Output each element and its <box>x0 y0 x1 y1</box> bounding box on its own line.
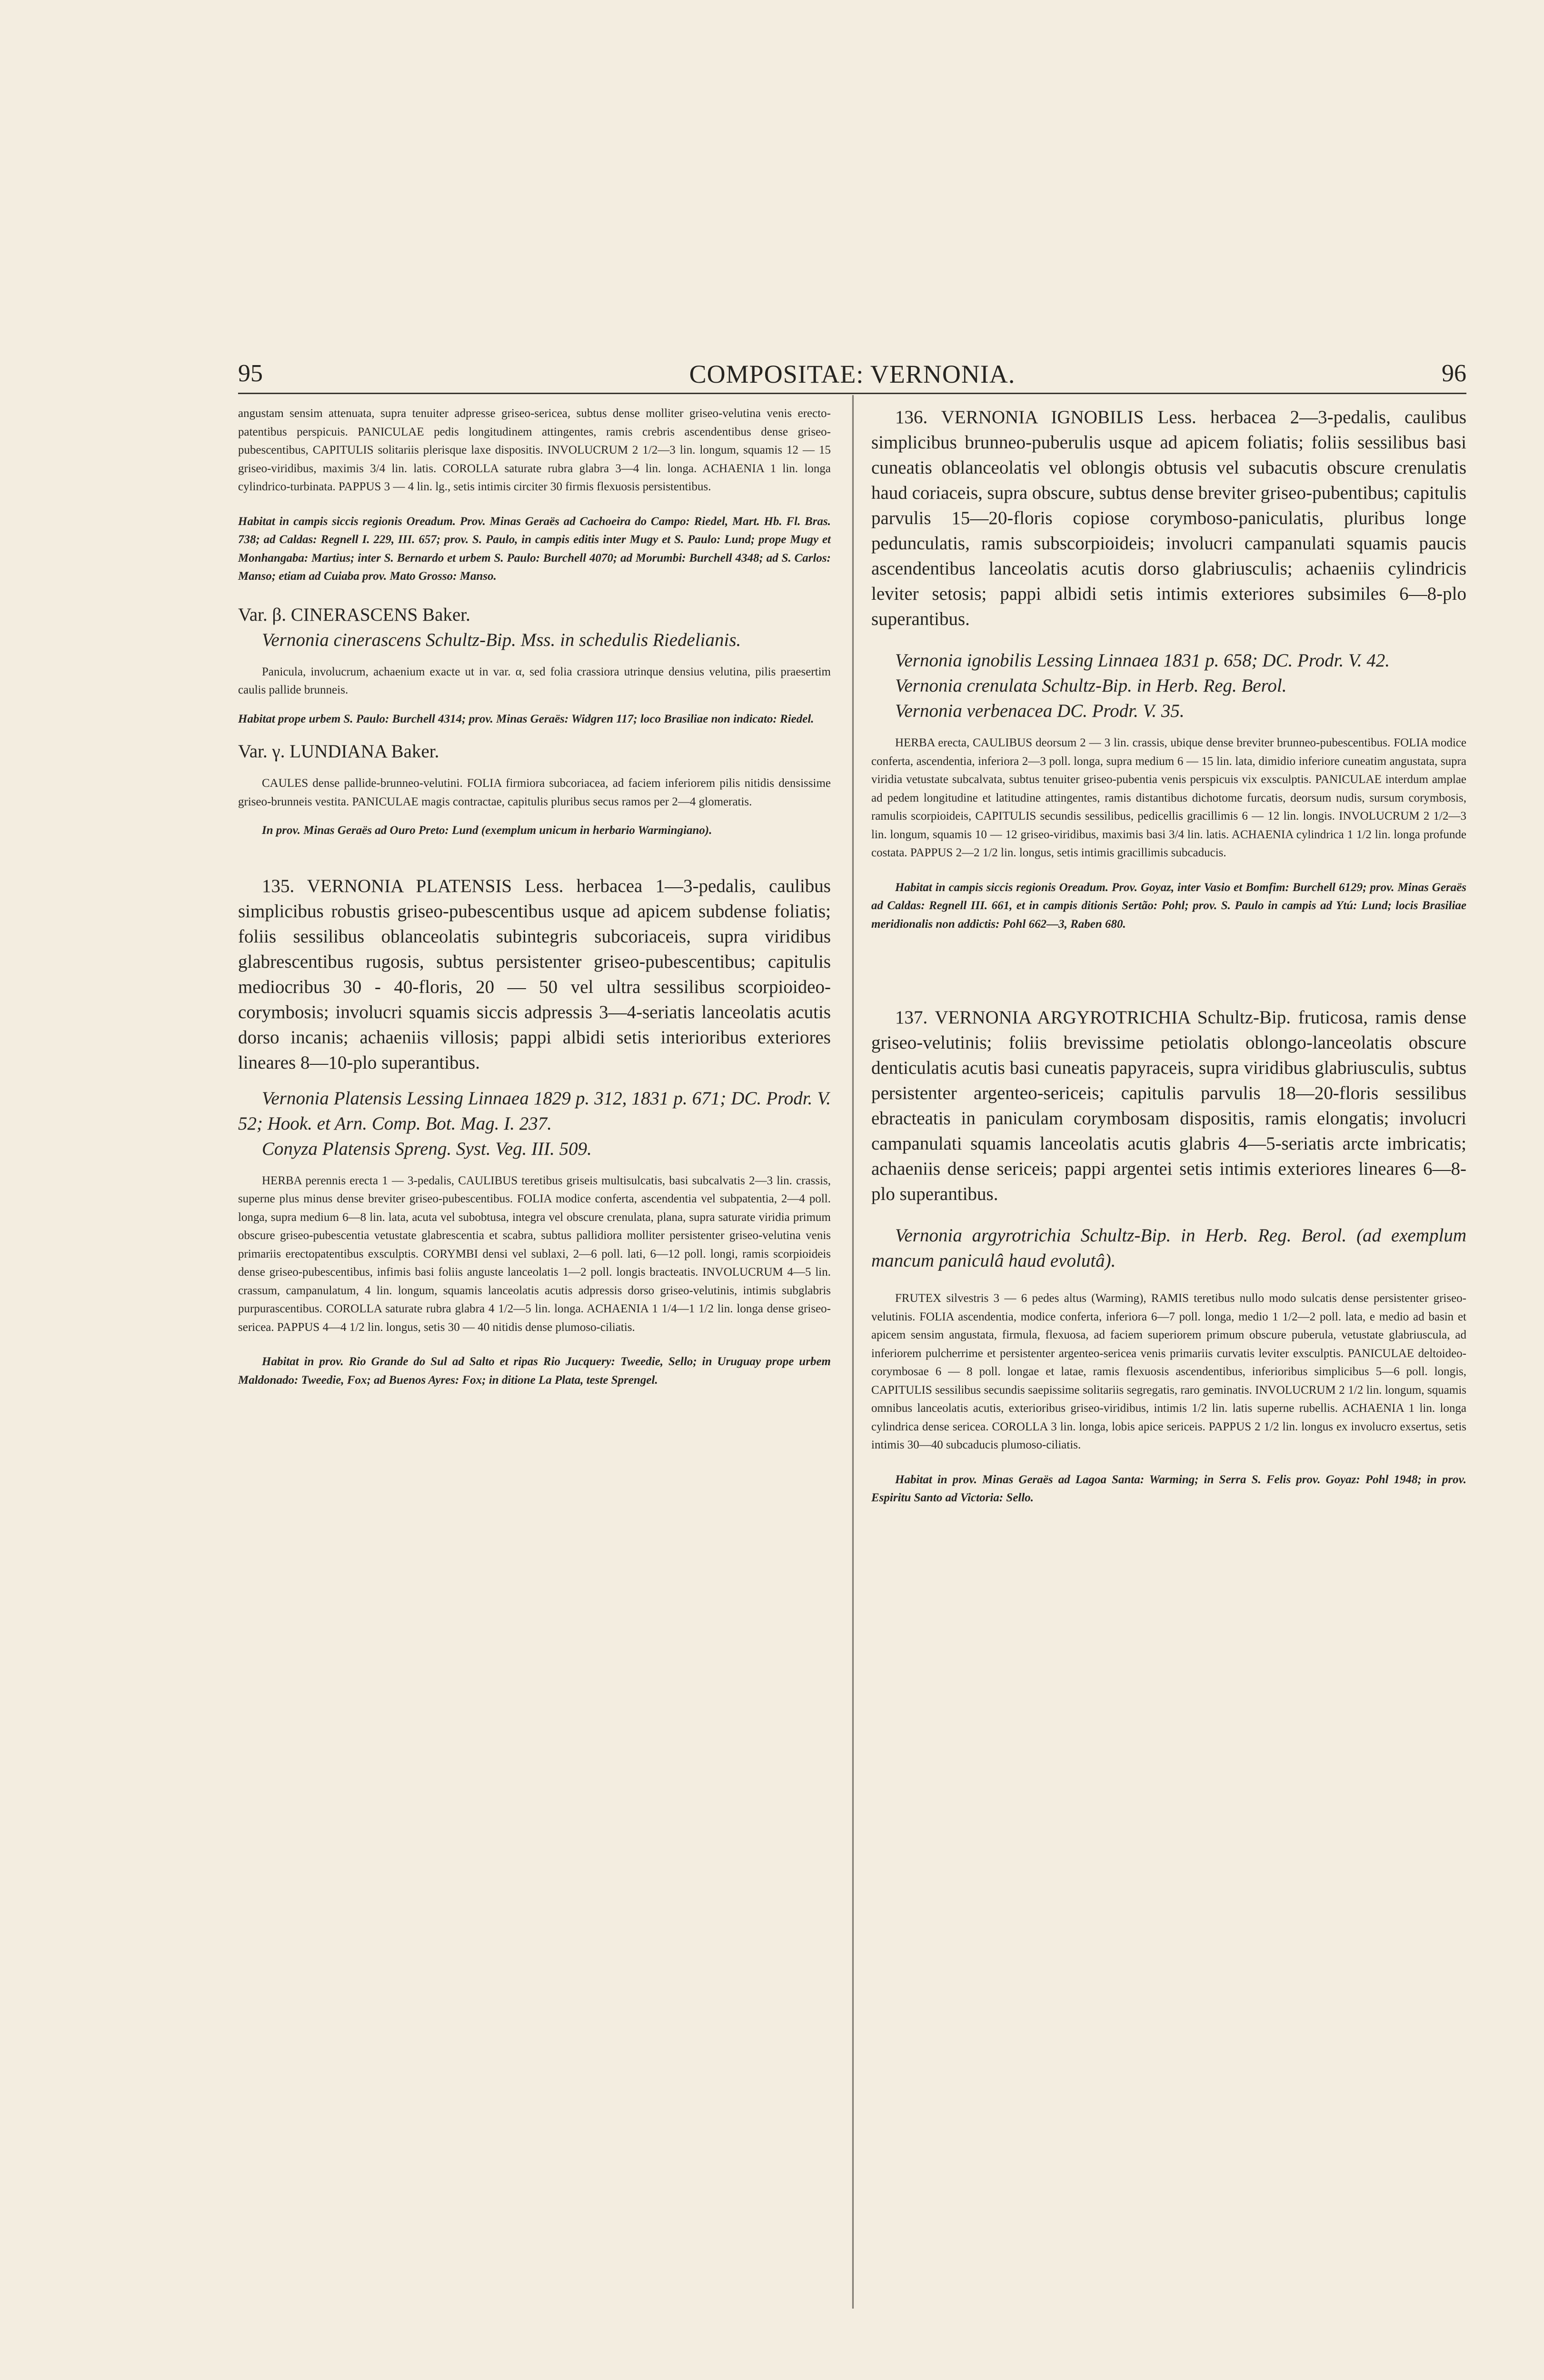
running-head: COMPOSITAE: VERNONIA. <box>689 360 1016 388</box>
species-diagnosis-136: 136. VERNONIA IGNOBILIS Less. herbacea 2—3-pedalis, caulibus simplicibus brunneo-puberulis usque ad apicem foliatis; foliis sessilibus basi cuneatis oblanceolatis vel oblongis obtusis vel subacutis obscure crenulatis haud coriaceis, supra obscure, subtus dense breviter griseo-pubentibus; capitulis parvulis 15—20-floris copiose corymboso-paniculatis, pluribus longe pedunculatis, ramis subscorpioideis; involucri campanulati squamis paucis ascendentibus lanceolatis acutis dorso glabriusculis; achaeniis cylindricis leviter setosis; pappi albidi setis intimis exteriores subsimiles 6—8-plo superantibus. <box>871 407 1466 629</box>
synonym-line: Vernonia verbenacea DC. Prodr. V. 35. <box>895 701 1185 721</box>
header-rule <box>238 393 1466 394</box>
variety-heading: Var. γ. LUNDIANA Baker. <box>238 741 439 762</box>
variety-heading: Var. β. CINERASCENS Baker. <box>238 604 470 625</box>
description-paragraph: angustam sensim attenuata, supra tenuiter adpresse griseo-sericea, subtus dense molliter griseo-velutina venis erecto-patentibus perspicuis. PANICULAE pedis longitudinem attingentes, ramis crebris ascendentibus dense griseo-pubescentibus, CAPITULIS solitariis plerisque laxe dispositis. INVOLUCRUM 2 1/2—3 lin. longum, squamis 12 — 15 griseo-viridibus, maximis 3/4 lin. latis. COROLLA saturate rubra glabra 3—4 lin. longa. ACHAENIA 1 lin. longa cylindrico-turbinata. PAPPUS 3 — 4 lin. lg., setis intimis circiter 30 firmis flexuosis persistentibus. <box>238 407 831 493</box>
synonym-line: Vernonia ignobilis Lessing Linnaea 1831 p. 658; DC. Prodr. V. 42. <box>895 650 1390 671</box>
synonym-line: Conyza Platensis Spreng. Syst. Veg. III. 509. <box>262 1138 592 1159</box>
description-paragraph: HERBA erecta, CAULIBUS deorsum 2 — 3 lin. crassis, ubique dense breviter brunneo-pubescentibus. FOLIA modice conferta, ascendentia, inferiora 2—3 poll. longa, supra medium 6 — 15 lin. lata, dimidio inferiore cuneatim angustata, supra viridia vetustate subcalvata, subtus tenuiter griseo-pubentia venis perspicuis vix exsculptis. PANICULAE interdum amplae ad pedem longitudine et latitudine attingentes, ramis distantibus dichotome furcatis, deorsum nudis, sursum corymbosis, ramulis scorpioideis, CAPITULIS secundis sessilibus, pedicellis gracillimis 6 — 12 lin. longis. INVOLUCRUM 2 1/2—3 lin. longum, squamis 10 — 12 griseo-viridibus, maximis basi 3/4 lin. latis. ACHAENIA cylindrica 1 1/2 lin. longa profunde costata. PAPPUS 2—2 1/2 lin. longus, setis intimis gracillimis subcaducis. <box>871 736 1466 859</box>
page-number-left: 95 <box>238 360 263 387</box>
description-paragraph: FRUTEX silvestris 3 — 6 pedes altus (Warming), RAMIS teretibus nullo modo sulcatis dense persistenter griseo-velutinis. FOLIA ascendentia, modice conferta, inferiora 6—7 poll. longa, medio 1 1/2—2 poll. lata, e medio ad basin et apicem sensim angustata, firmula, flexuosa, ad faciem superiorem primum obscure puberula, vetustate glabriuscula, ad inferiorem pulcherrime et persistenter argenteo-sericea venis primariis curvatis leviter exsculptis. PANICULAE deltoideo-corymbosae 6 — 8 poll. longae et latae, ramis flexuosis ascendentibus, inferioribus simplicibus 5—6 poll. longis, CAPITULIS sessilibus secundis saepissime solitariis segregatis, raro geminatis. INVOLUCRUM 2 1/2 lin. longum, squamis omnibus lanceolatis acutis, exterioribus griseo-viridibus, intimis 1/2 lin. latis superne rubellis. ACHAENIA 1 lin. longa cylindrica dense sericea. COROLLA 3 lin. longa, lobis apice sericeis. PAPPUS 2 1/2 lin. longus ex involucro exsertus, setis intimis 30—40 subcaducis plumoso-ciliatis. <box>871 1292 1466 1451</box>
synonym-line: Vernonia argyrotrichia Schultz-Bip. in Herb. Reg. Berol. (ad exemplum mancum paniculâ haud evolutâ). <box>871 1225 1466 1271</box>
synonym-line: Vernonia cinerascens Schultz-Bip. Mss. in schedulis Riedelianis. <box>262 629 741 650</box>
page-header <box>238 359 1466 393</box>
column-divider <box>852 395 854 2309</box>
habitat-paragraph: Habitat in prov. Minas Geraës ad Lagoa Santa: Warming; in Serra S. Felis prov. Goyaz: Pohl 1948; in prov. Espiritu Santo ad Victoria: Sello. <box>871 1473 1466 1504</box>
habitat-paragraph: Habitat in campis siccis regionis Oreadum. Prov. Goyaz, inter Vasio et Bomfim: Burchell 6129; prov. Minas Geraës ad Caldas: Regnell III. 661, et in campis ditionis Sertão: Pohl; prov. S. Paulo in campis ad Ytú: Lund; locis Brasiliae meridionalis non addictis: Pohl 662—3, Raben 680. <box>871 881 1466 931</box>
synonym-line: Vernonia crenulata Schultz-Bip. in Herb. Reg. Berol. <box>895 675 1287 696</box>
habitat-paragraph: Habitat in prov. Rio Grande do Sul ad Salto et ripas Rio Jucquery: Tweedie, Sello; in Uruguay prope urbem Maldonado: Tweedie, Fox; ad Buenos Ayres: Fox; in ditione La Plata, teste Sprengel. <box>238 1355 831 1387</box>
page-number-right: 96 <box>1442 360 1466 387</box>
species-diagnosis-137: 137. VERNONIA ARGYROTRICHIA Schultz-Bip. fruticosa, ramis dense griseo-velutinis; foliis brevissime petiolatis oblongo-lanceolatis obscure denticulatis acutis basi cuneatis papyraceis, supra viridibus glabriusculis, subtus persistenter argenteo-sericeis; capitulis parvulis 18—20-floris sessilibus ebracteatis in paniculam corymbosam dispositis, ramis elongatis; involucri campanulati squamis lanceolatis acutis glabris 4—5-seriatis arcte imbricatis; achaeniis dense sericeis; pappi argentei setis intimis exteriores lineares 6—8-plo superantibus. <box>871 1007 1466 1204</box>
habitat-paragraph: Habitat prope urbem S. Paulo: Burchell 4314; prov. Minas Geraës: Widgren 117; loco Brasiliae non indicato: Riedel. <box>238 712 814 725</box>
left-column <box>238 405 831 1389</box>
description-paragraph: CAULES dense pallide-brunneo-velutini. FOLIA firmiora subcoriacea, ad faciem inferiorem pilis nitidis densissime griseo-brunneis vestita. PANICULAE magis contractae, capitulis pluribus secus ramos per 2—4 glomeratis. <box>238 777 831 808</box>
description-paragraph: Panicula, involucrum, achaenium exacte ut in var. α, sed folia crassiora utrinque densius velutina, pilis praesertim caulis pallide brunneis. <box>238 665 831 696</box>
right-column <box>871 405 1466 1507</box>
habitat-paragraph: Habitat in campis siccis regionis Oreadum. Prov. Minas Geraës ad Cachoeira do Campo: Riedel, Mart. Hb. Fl. Bras. 738; ad Caldas: Regnell I. 229, III. 657; prov. S. Paulo, in campis editis inter Mugy et S. Paulo: Lund; prope Mugy et Monhangaba: Martius; inter S. Bernardo et urbem S. Paulo: Burchell 4070; ad Morumbi: Burchell 4348; ad S. Carlos: Manso; etiam ad Cuiaba prov. Mato Grosso: Manso. <box>238 515 831 583</box>
synonym-line: Vernonia Platensis Lessing Linnaea 1829 p. 312, 1831 p. 671; DC. Prodr. V. 52; Hook. et Arn. Comp. Bot. Mag. I. 237. <box>238 1088 831 1134</box>
habitat-paragraph: In prov. Minas Geraës ad Ouro Preto: Lund (exemplum unicum in herbario Warmingiano). <box>262 824 712 837</box>
species-diagnosis-135: 135. VERNONIA PLATENSIS Less. herbacea 1—3-pedalis, caulibus simplicibus robustis griseo-pubescentibus usque ad apicem subdense foliatis; foliis sessilibus oblanceolatis subintegris subcoriaceis, supra viridibus glabrescentibus rugosis, subtus persistenter griseo-pubescentibus; capitulis mediocribus 30 - 40-floris, 20 — 50 vel ultra sessilibus scorpioideo-corymbosis; involucri squamis siccis adpressis 3—4-seriatis lanceolatis acutis dorso incanis; achaeniis villosis; pappi albidi setis interioribus exteriores lineares 8—10-plo superantibus. <box>238 875 831 1073</box>
description-paragraph: HERBA perennis erecta 1 — 3-pedalis, CAULIBUS teretibus griseis multisulcatis, basi subcalvatis 2—3 lin. crassis, superne plus minus dense breviter griseo-pubescentibus. FOLIA modice conferta, ascendentia vel subpatentia, 2—4 poll. longa, supra medium 6—8 lin. lata, acuta vel subobtusa, integra vel obscure crenulata, plana, supra saturate viridia primum obscure griseo-pubescentia vetustate glabrescentia et scabra, subtus pallidiora molliter persistenter griseo-velutina venis primariis erectopatentibus exsculptis. CORYMBI densi vel sublaxi, 2—6 poll. lati, 6—12 poll. longi, ramis scorpioideis dense griseo-pubescentibus, infimis basi foliis anguste lanceolatis 1—2 poll. longis bracteatis. INVOLUCRUM 4—5 lin. crassum, campanulatum, 4 lin. longum, squamis lanceolatis acutis adpressis dorso griseo-velutinis, intimis subglabris purpurascentibus. COROLLA saturate rubra glabra 4 1/2—5 lin. longa. ACHAENIA 1 1/4—1 1/2 lin. longa dense griseo-sericea. PAPPUS 4—4 1/2 lin. longus, setis 30 — 40 nitidis dense plumoso-ciliatis. <box>238 1174 831 1334</box>
